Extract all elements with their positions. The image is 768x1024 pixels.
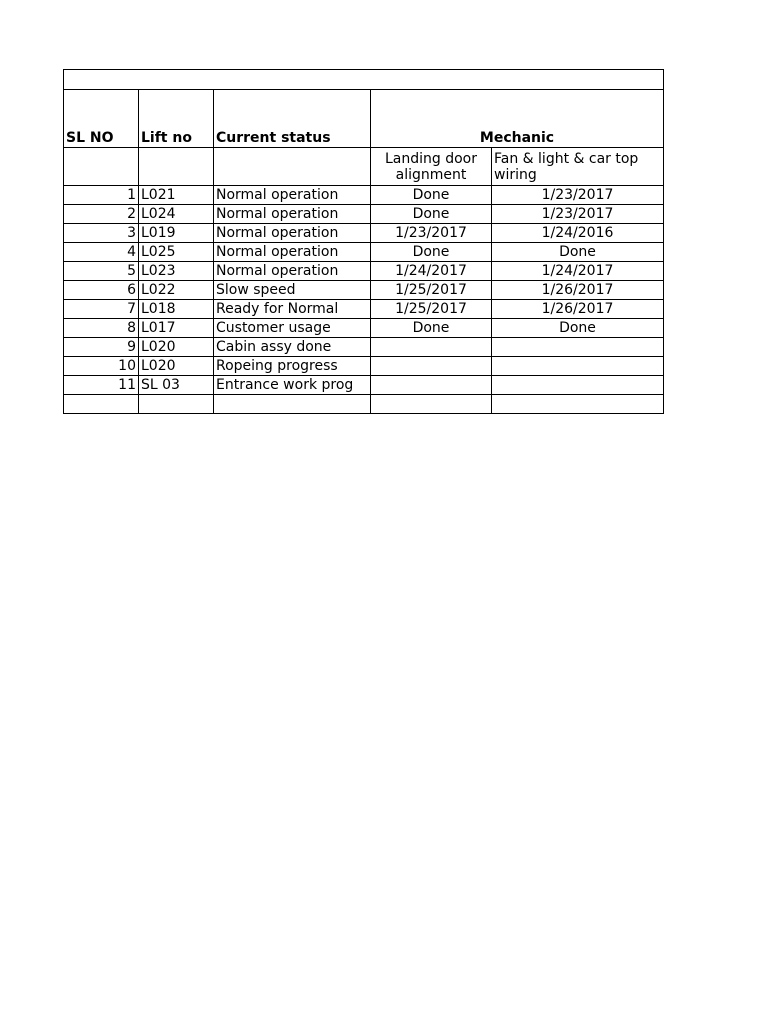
cell-sl-no: 2 [64, 205, 139, 224]
cell-sl-no: 4 [64, 243, 139, 262]
subheader-fan-light: Fan & light & car top wiring [492, 148, 664, 186]
cell-lift-no: L023 [139, 262, 214, 281]
cell-lift-no: L022 [139, 281, 214, 300]
cell-landing-door: 1/23/2017 [371, 224, 492, 243]
cell-landing-door: 1/25/2017 [371, 300, 492, 319]
subheader-empty-1 [64, 148, 139, 186]
empty-cell [64, 395, 139, 414]
table-row [64, 376, 664, 395]
cell-lift-no: L017 [139, 319, 214, 338]
cell-lift-no: SL 03 [139, 376, 214, 395]
cell-current-status: Entrance work prog [214, 376, 371, 395]
table-row [64, 262, 664, 281]
table-row-empty [64, 395, 664, 414]
table-row [64, 205, 664, 224]
cell-sl-no: 9 [64, 338, 139, 357]
cell-current-status: Cabin assy done [214, 338, 371, 357]
table-row [64, 186, 664, 205]
cell-landing-door: Done [371, 319, 492, 338]
cell-fan-light: 1/24/2017 [492, 262, 664, 281]
title-row [64, 70, 664, 90]
empty-cell [214, 395, 371, 414]
cell-current-status: Ready for Normal [214, 300, 371, 319]
cell-lift-no: L020 [139, 338, 214, 357]
table-row [64, 281, 664, 300]
subheader-row [64, 148, 664, 186]
cell-landing-door: Done [371, 186, 492, 205]
cell-current-status: Customer usage [214, 319, 371, 338]
cell-lift-no: L020 [139, 357, 214, 376]
cell-current-status: Normal operation [214, 224, 371, 243]
header-sl-no: SL NO [64, 90, 139, 148]
cell-current-status: Slow speed [214, 281, 371, 300]
table-row [64, 243, 664, 262]
cell-current-status: Normal operation [214, 243, 371, 262]
cell-fan-light: 1/23/2017 [492, 205, 664, 224]
cell-sl-no: 6 [64, 281, 139, 300]
cell-lift-no: L018 [139, 300, 214, 319]
cell-fan-light: 1/26/2017 [492, 300, 664, 319]
cell-fan-light: 1/23/2017 [492, 186, 664, 205]
table-row [64, 338, 664, 357]
cell-sl-no: 1 [64, 186, 139, 205]
subheader-empty-3 [214, 148, 371, 186]
header-lift-no: Lift no [139, 90, 214, 148]
header-mechanic-group: Mechanic [371, 90, 664, 148]
cell-sl-no: 11 [64, 376, 139, 395]
table-row [64, 319, 664, 338]
header-current-status: Current status [214, 90, 371, 148]
table-row [64, 224, 664, 243]
cell-landing-door: Done [371, 243, 492, 262]
header-row [64, 90, 664, 148]
cell-lift-no: L019 [139, 224, 214, 243]
cell-landing-door: 1/24/2017 [371, 262, 492, 281]
cell-fan-light: 1/24/2016 [492, 224, 664, 243]
cell-landing-door [371, 376, 492, 395]
cell-landing-door [371, 338, 492, 357]
cell-sl-no: 10 [64, 357, 139, 376]
cell-fan-light [492, 357, 664, 376]
cell-lift-no: L025 [139, 243, 214, 262]
cell-sl-no: 5 [64, 262, 139, 281]
title-cell [64, 70, 664, 90]
cell-sl-no: 7 [64, 300, 139, 319]
cell-current-status: Ropeing progress [214, 357, 371, 376]
cell-landing-door [371, 357, 492, 376]
subheader-landing-door: Landing door alignment [371, 148, 492, 186]
cell-sl-no: 3 [64, 224, 139, 243]
cell-landing-door: 1/25/2017 [371, 281, 492, 300]
cell-current-status: Normal operation [214, 262, 371, 281]
cell-fan-light [492, 376, 664, 395]
spreadsheet-page [63, 69, 639, 414]
table-row [64, 357, 664, 376]
cell-lift-no: L021 [139, 186, 214, 205]
cell-landing-door: Done [371, 205, 492, 224]
cell-lift-no: L024 [139, 205, 214, 224]
cell-fan-light: Done [492, 243, 664, 262]
cell-fan-light: 1/26/2017 [492, 281, 664, 300]
lift-status-table [63, 69, 664, 414]
cell-sl-no: 8 [64, 319, 139, 338]
cell-current-status: Normal operation [214, 186, 371, 205]
cell-current-status: Normal operation [214, 205, 371, 224]
empty-cell [371, 395, 492, 414]
cell-fan-light: Done [492, 319, 664, 338]
table-row [64, 300, 664, 319]
empty-cell [492, 395, 664, 414]
cell-fan-light [492, 338, 664, 357]
subheader-empty-2 [139, 148, 214, 186]
empty-cell [139, 395, 214, 414]
